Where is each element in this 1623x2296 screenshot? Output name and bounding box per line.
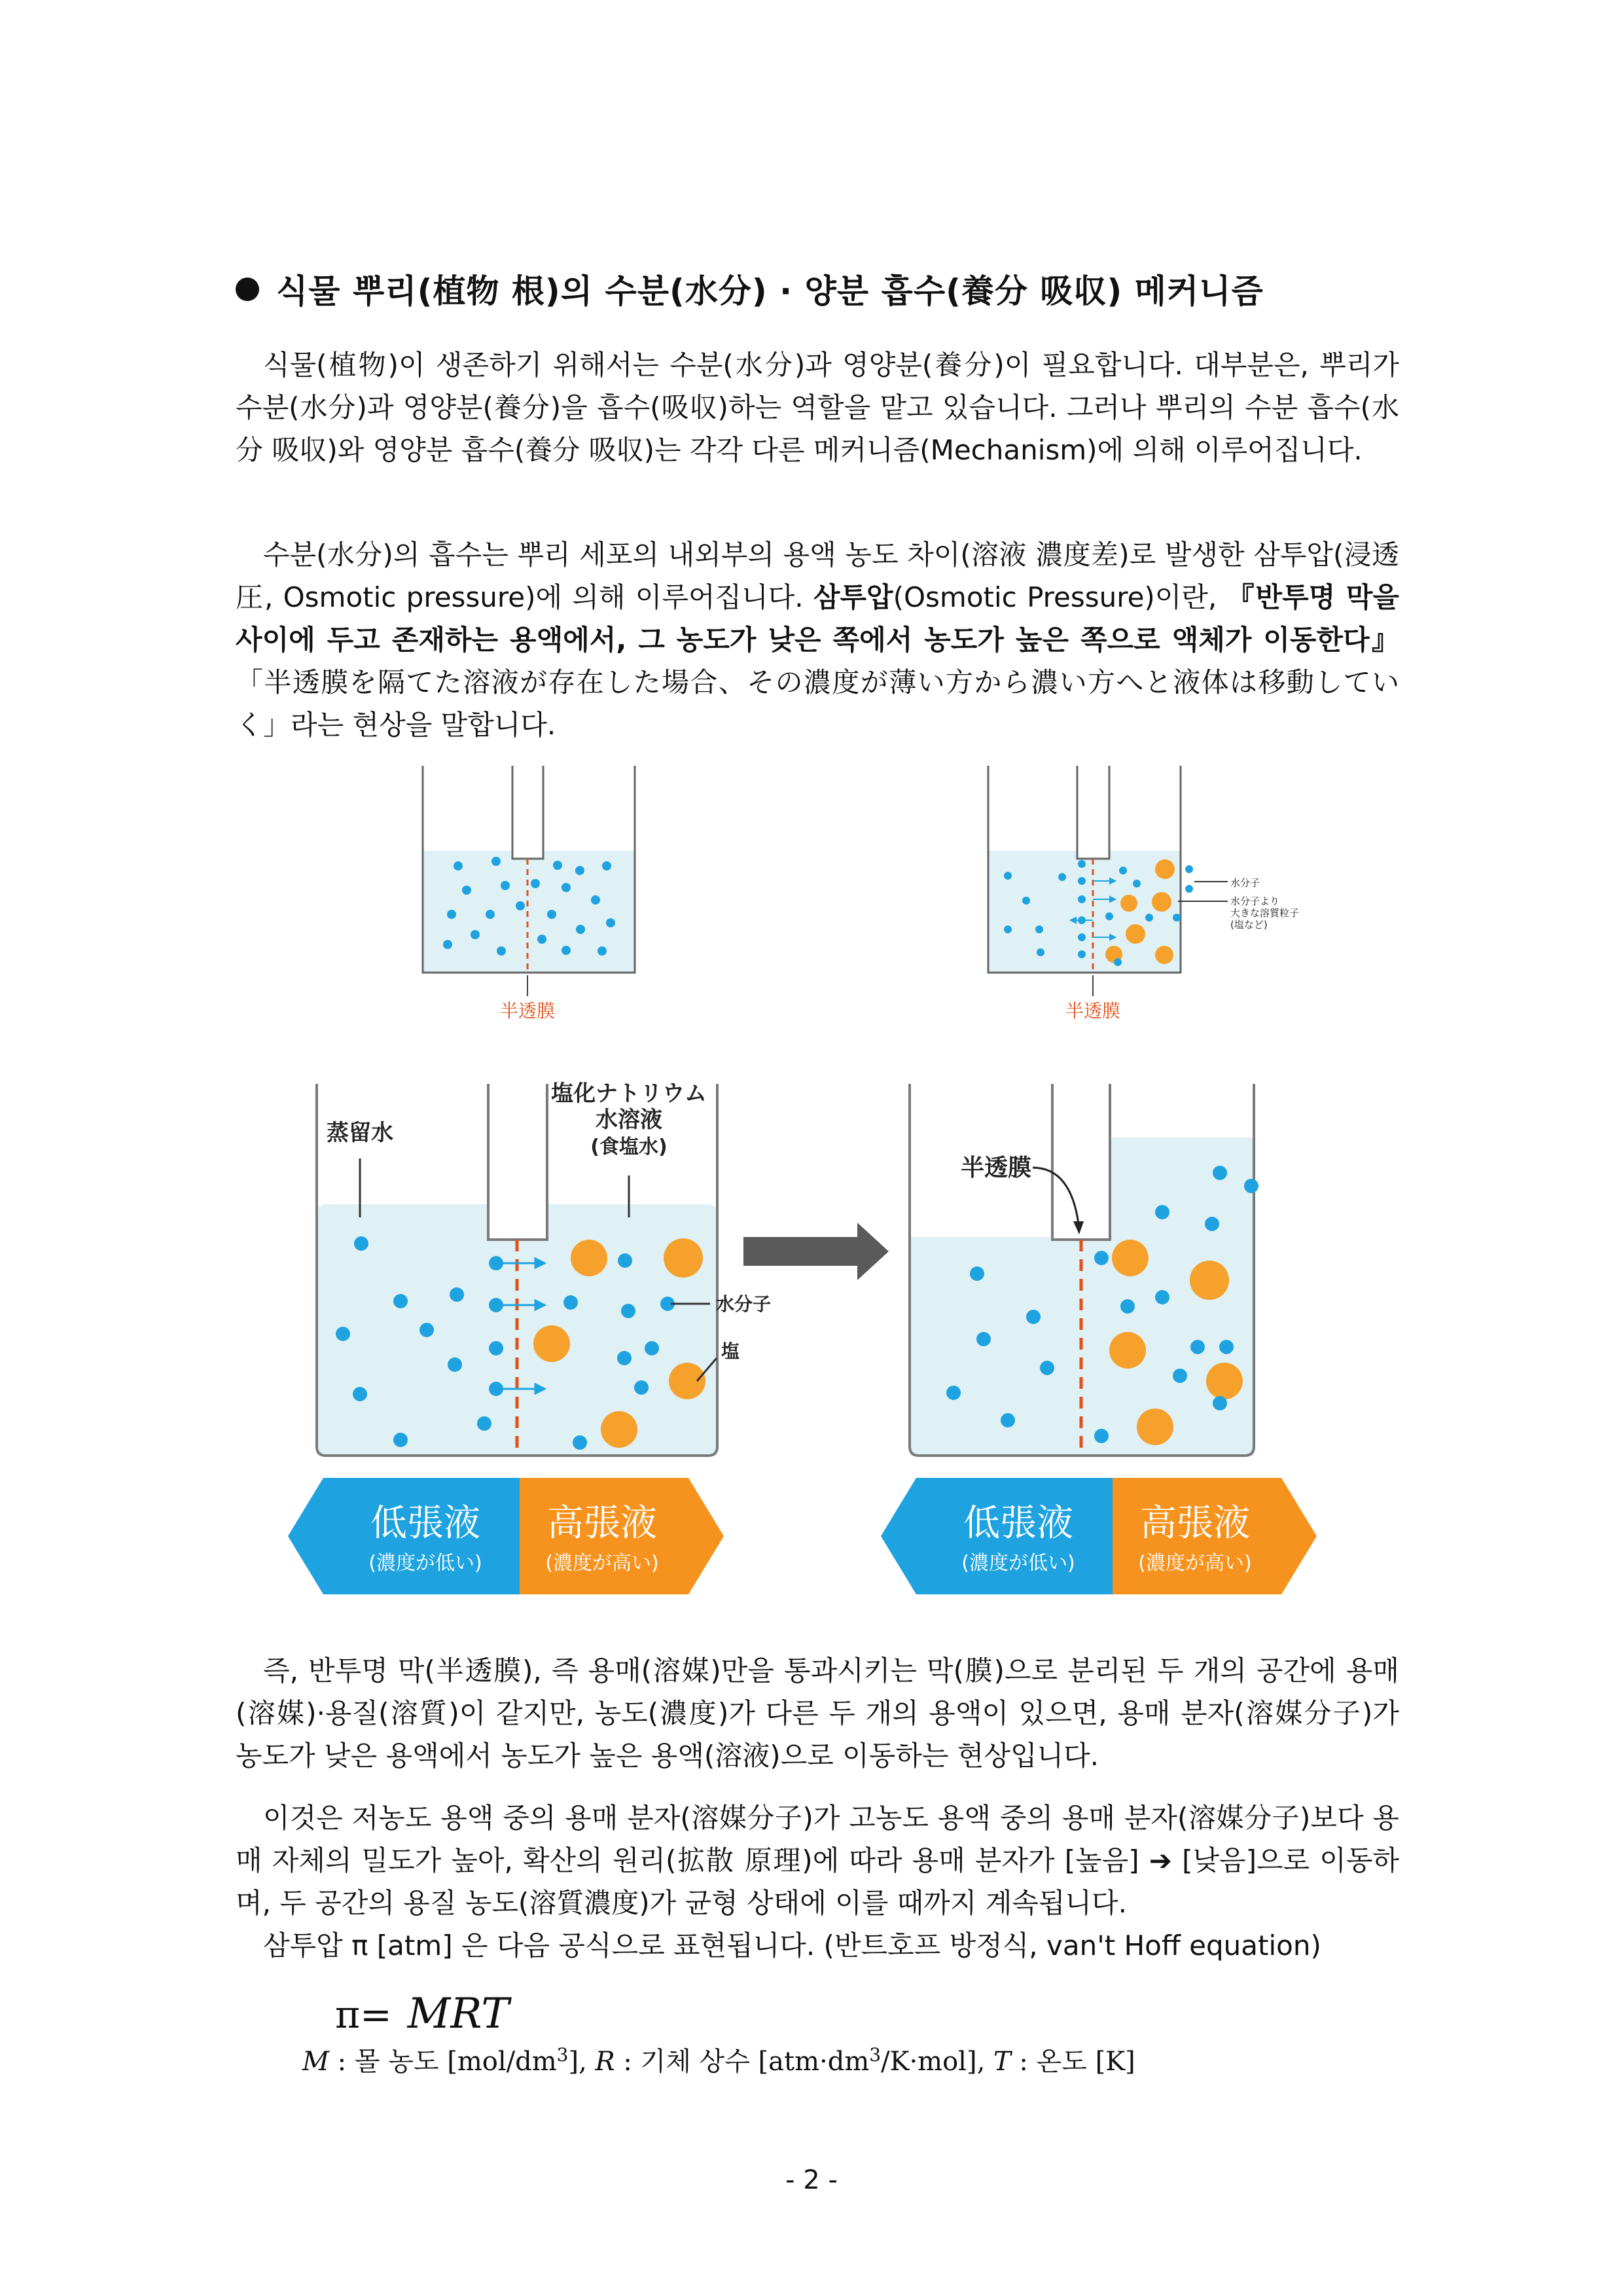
hypotonic-sub-right: (濃度が低い)	[961, 1552, 1075, 1575]
large-solute-label-2: 大きな溶質粒子	[1230, 907, 1300, 919]
paragraph-2-text-e: 「半透膜を隔てた溶液が存在した場合、その濃度が薄い方から濃い方へと液体は移動していく」라는 현상을 말합니다.	[236, 666, 1399, 741]
vant-hoff-formula	[335, 1990, 509, 2038]
salt-label: 塩	[721, 1340, 740, 1362]
exp-r: 3	[869, 2044, 882, 2066]
symbol-t: T	[993, 2047, 1011, 2077]
concentration-arrow-right	[881, 1478, 1317, 1594]
paragraph-4	[236, 1797, 1399, 1924]
desc-t: : 온도 [K]	[1010, 2047, 1135, 2077]
concentration-arrow-left	[288, 1478, 724, 1594]
small-beaker-right	[988, 766, 1228, 996]
hypertonic-label-right: 高張液	[1140, 1502, 1250, 1545]
paragraph-5-text: 삼투압 π [atm] 은 다음 공식으로 표현됩니다. (반트호프 방정식, van't Hoff equation)	[263, 1929, 1321, 1962]
hypertonic-label-left: 高張液	[547, 1502, 657, 1545]
large-beaker-right	[910, 1084, 1258, 1456]
large-solute-label-3: (塩など)	[1230, 919, 1268, 931]
page-number: - 2 -	[785, 2165, 838, 2195]
nacl-label-1: 塩化ナトリウム	[551, 1081, 707, 1107]
symbol-r: R	[595, 2047, 615, 2077]
end-r: /K·mol],	[881, 2047, 994, 2077]
hypotonic-label-left: 低張液	[370, 1502, 480, 1545]
nacl-label-2: 水溶液	[596, 1107, 662, 1133]
section-heading	[236, 265, 1400, 312]
paragraph-2-text-a: 수분(水分)의 흡수는 뿌리 세포의 내외부의 용액 농도 차이(溶液 濃度差)로 발생한 삼투압(浸透圧, Osmotic pressure)에 의해 이루어집니다.	[236, 539, 1399, 613]
bullet-icon	[236, 278, 259, 301]
membrane-label-1: 半透膜	[499, 1000, 556, 1022]
formula-legend	[302, 2041, 1135, 2078]
paragraph-2-text-c: (Osmotic Pressure)이란,	[893, 581, 1227, 613]
exp-m: 3	[556, 2044, 569, 2066]
membrane-label-2: 半透膜	[1065, 1000, 1121, 1022]
paragraph-1-text: 식물(植物)이 생존하기 위해서는 수분(水分)과 영양분(養分)이 필요합니다. 대부분은, 뿌리가 수분(水分)과 영양분(養分)을 흡수(吸収)하는 역할을 맡고 있습니다. 그러나 뿌리의 수분 흡수(水分 吸収)와 영양분 흡수(養分 吸収)는 각각 다른 메커니즘(Mechanism)에 의해 이루어집니다.	[236, 349, 1399, 466]
hypotonic-sub-left: (濃度が低い)	[368, 1552, 482, 1575]
paragraph-5	[236, 1924, 1399, 1967]
osmotic-term: 삼투압	[813, 581, 893, 613]
osmosis-figure	[288, 766, 1335, 1617]
paragraph-3-text: 즉, 반투명 막(半透膜), 즉 용매(溶媒)만을 통과시키는 막(膜)으로 분리된 두 개의 공간에 용매(溶媒)·용질(溶質)이 같지만, 농도(濃度)가 다른 두 개의 용액이 있으면, 용매 분자(溶媒分子)가 농도가 낮은 용액에서 농도가 높은 용액(溶液)으로 이동하는 현상입니다.	[236, 1655, 1399, 1772]
distilled-water-label: 蒸留水	[327, 1120, 393, 1146]
water-molecule-label-small: 水分子	[1230, 877, 1260, 889]
paragraph-1	[236, 344, 1399, 471]
membrane-label-large: 半透膜	[961, 1155, 1032, 1181]
hypertonic-sub-right: (濃度が高い)	[1138, 1552, 1252, 1575]
formula-rhs: MRT	[407, 1990, 509, 2038]
desc-r: : 기체 상수 [atm·dm	[615, 2047, 870, 2077]
hypotonic-label-right: 低張液	[963, 1502, 1073, 1545]
paragraph-4-text: 이것은 저농도 용액 중의 용매 분자(溶媒分子)가 고농도 용액 중의 용매 분자(溶媒分子)보다 용매 자체의 밀도가 높아, 확산의 원리(拡散 原理)에 따라 용매 분자가 [높음] ➔ [낮음]으로 이동하며, 두 공간의 용질 농도(溶質濃度)가 균형 상태에 이를 때까지 계속됩니다.	[236, 1802, 1399, 1919]
desc-m: : 몰 농도 [mol/dm	[329, 2047, 557, 2077]
paragraph-2	[236, 533, 1399, 746]
large-solute-label-1: 水分子より	[1230, 895, 1280, 907]
small-beaker-left	[423, 766, 635, 996]
end-m: ],	[568, 2047, 596, 2077]
heading-text: 식물 뿌리(植物 根)의 수분(水分) · 양분 흡수(養分 吸収) 메커니즘	[276, 272, 1264, 310]
paragraph-3	[236, 1649, 1399, 1777]
water-molecule-label-large: 水分子	[716, 1293, 772, 1315]
hypertonic-sub-left: (濃度が高い)	[545, 1552, 659, 1575]
nacl-label-3: (食塩水)	[590, 1136, 668, 1158]
transition-arrow-icon	[743, 1223, 889, 1280]
osmosis-definition: 『반투명 막을 사이에 두고 존재하는 용액에서, 그 농도가 낮은 쪽에서 농도가 높은 쪽으로 액체가 이동한다』	[236, 581, 1399, 656]
symbol-m: M	[302, 2047, 329, 2077]
formula-lhs: π=	[335, 1992, 392, 2037]
